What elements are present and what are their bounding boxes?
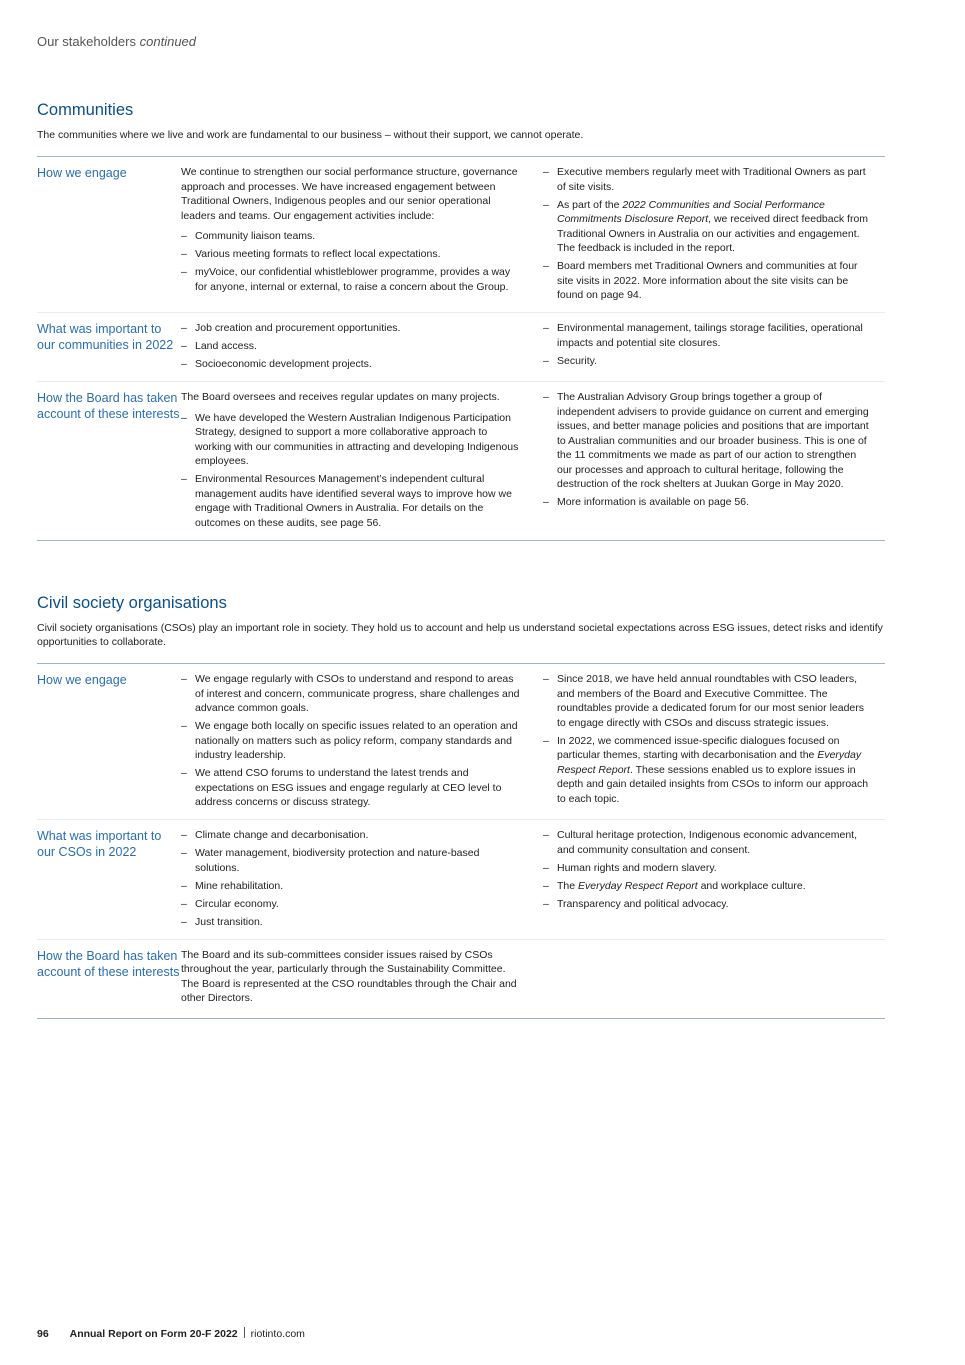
page-number: 96: [37, 1328, 49, 1340]
list-item: – We attend CSO forums to understand the latest trends and expectations on ESG issues and engage regularly at CEO level to address concerns or discuss strategy.: [181, 766, 521, 810]
column-left: The Board oversees and receives regular updates on many projects. – We have developed the Western Australian Indigenous Participation Strategy, designed to support a more collaborative approach to working with our communities in attracting and developing Indigenous employees. – Environmental Resources Management’s independent cultural management audits have identified several ways to improve how we engage with Traditional Owners in Australia. For details on the outcomes on these audits, see page 56.: [181, 390, 521, 534]
table-row: [37, 664, 885, 819]
footer-divider: [244, 1327, 245, 1338]
communities-section: [37, 101, 885, 541]
communities-title: Communities: [37, 101, 134, 119]
cso-title: Civil society organisations: [37, 594, 227, 612]
row-label: How the Board has taken account of these interests: [37, 948, 180, 979]
list-item: – Community liaison teams.: [181, 229, 521, 244]
communities-intro: The communities where we live and work are fundamental to our business – without their support, we cannot operate.: [37, 129, 584, 141]
list-item: – Various meeting formats to reflect local expectations.: [181, 247, 521, 262]
list-item: – Since 2018, we have held annual roundtables with CSO leaders, and members of the Board and Executive Committee. The roundtables provide a dedicated forum for our most senior leaders to engage directly with CSOs and discuss strategic issues.: [543, 672, 869, 730]
list-item: – Circular economy.: [181, 897, 521, 912]
list-item: – Climate change and decarbonisation.: [181, 828, 521, 843]
list-item: – Transparency and political advocacy.: [543, 897, 869, 912]
list-item: – Socioeconomic development projects.: [181, 357, 521, 372]
list-item: – Job creation and procurement opportunities.: [181, 321, 521, 336]
list-item: – In 2022, we commenced issue-specific dialogues focused on particular themes, starting with decarbonisation and the Everyday Respect Report. These sessions enabled us to explore issues in depth and gain detailed insights from CSOs to inform our approach to each topic.: [543, 734, 869, 807]
row-label: What was important to our CSOs in 2022: [37, 829, 162, 859]
column-right: [543, 321, 869, 375]
list-item: – Executive members regularly meet with Traditional Owners as part of site visits.: [543, 165, 869, 194]
communities-table: [37, 156, 885, 541]
cso-intro: Civil society organisations (CSOs) play an important role in society. They hold us to account and help us understand societal expectations across ESG issues, detect risks and identify opportunities to collaborate.: [37, 622, 883, 648]
list-item: – The Australian Advisory Group brings together a group of independent advisers to provide guidance on current and emerging issues, and better manage policies and positions that are important to Australian communities and our broader business. This is one of the 11 commitments we made as part of our action to strengthen our processes and approach to cultural heritage, following the destruction of the rock shelters at Juukan Gorge in May 2020.: [543, 390, 869, 492]
column-right: [543, 390, 869, 534]
table-row: [37, 381, 885, 540]
table-row: [37, 939, 885, 1018]
list-item: – Just transition.: [181, 915, 521, 930]
row-label: How we engage: [37, 166, 127, 180]
list-item: – Board members met Traditional Owners and communities at four site visits in 2022. More information about the site visits can be found on page 94.: [543, 259, 869, 303]
column-left: [181, 672, 521, 813]
row-label: How the Board has taken account of these interests: [37, 391, 180, 421]
running-head: Our stakeholders continued: [37, 34, 197, 49]
list-item: – Water management, biodiversity protection and nature-based solutions.: [181, 846, 521, 875]
cso-table: [37, 663, 885, 1019]
table-row: [37, 157, 885, 312]
cso-section: [37, 594, 885, 1019]
list-item: – We engage regularly with CSOs to understand and respond to areas of interest and concern, communicate progress, share challenges and advance common goals.: [181, 672, 521, 716]
list-item: – The Everyday Respect Report and workplace culture.: [543, 879, 869, 894]
list-item: – We have developed the Western Australian Indigenous Participation Strategy, designed to support a more collaborative approach to working with our communities in attracting and developing Indigenous employees.: [181, 411, 521, 469]
row-label: What was important to our communities in 2022: [37, 322, 174, 352]
column-left: The Board and its sub-committees consider issues raised by CSOs throughout the year, particularly through the Sustainability Committee. The Board is represented at the CSO roundtables through the Chair and other Directors.: [181, 948, 517, 1004]
list-item: – Cultural heritage protection, Indigenous economic advancement, and community consultation and consent.: [543, 828, 869, 857]
column-right: [543, 165, 869, 306]
column-left: We continue to strengthen our social performance structure, governance approach and processes. We have increased engagement between Traditional Owners, Indigenous peoples and our senior operational leaders and teams. Our engagement activities include: – Community liaison teams. – Various meeting formats to reflect local expectations. – myVoice, our confidential whistleblower programme, provides a way for anyone, internal or external, to raise a concern about the Group.: [181, 165, 521, 306]
column-right: [543, 948, 869, 1012]
table-row: [37, 312, 885, 381]
page-footer: [37, 1327, 305, 1340]
list-item: – Human rights and modern slavery.: [543, 861, 869, 876]
list-item: – More information is available on page 56.: [543, 495, 869, 510]
column-left: [181, 321, 521, 375]
row-label: How we engage: [37, 673, 127, 687]
column-right: [543, 828, 869, 933]
list-item: – Mine rehabilitation.: [181, 879, 521, 894]
running-head-suffix: continued: [139, 34, 197, 49]
list-item: – Land access.: [181, 339, 521, 354]
website-link[interactable]: riotinto.com: [250, 1328, 305, 1340]
list-item: – Security.: [543, 354, 869, 369]
list-item: – Environmental management, tailings storage facilities, operational impacts and potential site closures.: [543, 321, 869, 350]
column-right: [543, 672, 869, 813]
list-item: – myVoice, our confidential whistleblower programme, provides a way for anyone, internal or external, to raise a concern about the Group.: [181, 265, 521, 294]
list-item: – Environmental Resources Management’s independent cultural management audits have identified several ways to improve how we engage with Traditional Owners in Australia. For details on the outcomes on these audits, see page 56.: [181, 472, 521, 530]
list-item: – As part of the 2022 Communities and Social Performance Commitments Disclosure Report, we received direct feedback from Traditional Owners in Australia on our activities and engagement. The feedback is included in the report.: [543, 198, 869, 256]
list-item: – We engage both locally on specific issues related to an operation and nationally on matters such as policy reform, company standards and industry leadership.: [181, 719, 521, 763]
table-row: [37, 819, 885, 939]
report-title: Annual Report on Form 20-F 2022: [69, 1328, 238, 1340]
column-left: [181, 828, 521, 933]
